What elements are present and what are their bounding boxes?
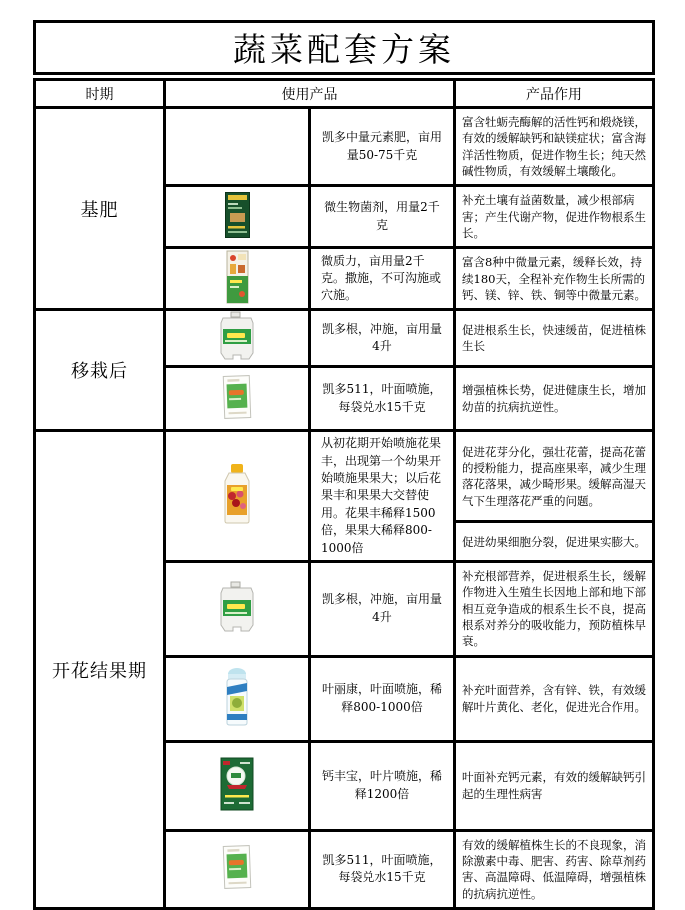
- effect-cell: 促进花芽分化，强壮花蕾，提高花蕾的授粉能力，提高座果率，减少生理落花落果，减少畸形果。缓解高湿天气下生理落花严重的问题。: [455, 431, 654, 522]
- white-jug-green-label-icon: [216, 581, 258, 633]
- product-text-cell: 钙丰宝，叶片喷施，稀释1200倍: [310, 741, 455, 830]
- effect-cell: 促进幼果细胞分裂，促进果实膨大。: [455, 522, 654, 562]
- green-sachet-icon: [222, 844, 252, 890]
- table-row: [35, 310, 654, 367]
- table-row: [35, 431, 654, 522]
- header-product: 使用产品: [165, 80, 455, 108]
- product-text-cell: 微生物菌剂，用量2千克: [310, 186, 455, 248]
- table-header-row: [35, 80, 654, 108]
- page-title: 蔬菜配套方案: [33, 20, 655, 75]
- blue-cap-bottle-icon: [222, 667, 252, 727]
- product-text-cell: 凯多511，叶面喷施，每袋兑水15千克: [310, 830, 455, 908]
- effect-cell: 富含牡蛎壳酶解的活性钙和煅烧镁，有效的缓解缺钙和缺镁症状；富含海洋活性物质，促进作物生长；纯天然碱性物质，有效缓解土壤酸化。: [455, 108, 654, 186]
- effect-cell: 叶面补充钙元素，有效的缓解缺钙引起的生理性病害: [455, 741, 654, 830]
- effect-cell: 补充叶面营养，含有锌、铁，有效缓解叶片黄化、老化，促进光合作用。: [455, 656, 654, 741]
- white-jug-green-label-icon: [216, 311, 258, 361]
- product-image-cell: [165, 367, 310, 431]
- effect-cell: 补充土壤有益菌数量，减少根部病害；产生代谢产物，促进作物根系生长。: [455, 186, 654, 248]
- product-image-cell: [165, 186, 310, 248]
- green-sachet-icon: [222, 374, 252, 420]
- product-image-cell: [165, 656, 310, 741]
- product-image-cell: [165, 310, 310, 367]
- product-text-cell: 从初花期开始喷施花果丰，出现第一个幼果开始喷施果果大；以后花果丰和果果大交替使用。花果丰稀释1500倍，果果大稀释800-1000倍: [310, 431, 455, 562]
- product-text-cell: 凯多中量元素肥，亩用量50-75千克: [310, 108, 455, 186]
- product-image-cell: [165, 431, 310, 562]
- product-text-cell: 凯多根，冲施，亩用量4升: [310, 562, 455, 657]
- green-yellow-bag-icon: [226, 250, 249, 304]
- product-image-cell: [165, 248, 310, 310]
- period-cell-after-transplant: 移栽后: [35, 310, 165, 431]
- effect-cell: 有效的缓解植株生长的不良现象，消除激素中毒、肥害、药害、除草剂药害、高温障碍、低温障碍，增强植株的抗病抗逆性。: [455, 830, 654, 908]
- effect-cell: 促进根系生长，快速缓苗，促进植株生长: [455, 310, 654, 367]
- product-text-cell: 微质力，亩用量2千克。撒施，不可沟施或穴施。: [310, 248, 455, 310]
- product-text-cell: 凯多根，冲施，亩用量4升: [310, 310, 455, 367]
- yellow-cap-bottle-icon: [221, 463, 253, 525]
- header-period: 时期: [35, 80, 165, 108]
- effect-cell: 富含8种中微量元素，缓释长效，持续180天，全程补充作物生长所需的钙、镁、锌、铁、铜等中微量元素。: [455, 248, 654, 310]
- period-cell-flowering-fruiting: 开花结果期: [35, 431, 165, 909]
- effect-cell: 增强植株长势，促进健康生长，增加幼苗的抗病抗逆性。: [455, 367, 654, 431]
- dark-green-sachet-icon: [220, 757, 254, 811]
- product-text-cell: 叶丽康，叶面喷施，稀释800-1000倍: [310, 656, 455, 741]
- header-effect: 产品作用: [455, 80, 654, 108]
- product-image-cell: [165, 562, 310, 657]
- product-image-cell: [165, 108, 310, 186]
- scheme-table: [33, 78, 655, 910]
- period-cell-base-fertilizer: 基肥: [35, 108, 165, 310]
- effect-cell: 补充根部营养，促进根系生长，缓解作物进入生殖生长因地上部和地下部相互竞争造成的根系生长不良，提高根系对养分的吸收能力，预防植株早衰。: [455, 562, 654, 657]
- product-text-cell: 凯多511，叶面喷施，每袋兑水15千克: [310, 367, 455, 431]
- table-row: [35, 108, 654, 186]
- dark-green-bag-icon: [224, 191, 251, 239]
- product-image-cell: [165, 830, 310, 908]
- product-image-cell: [165, 741, 310, 830]
